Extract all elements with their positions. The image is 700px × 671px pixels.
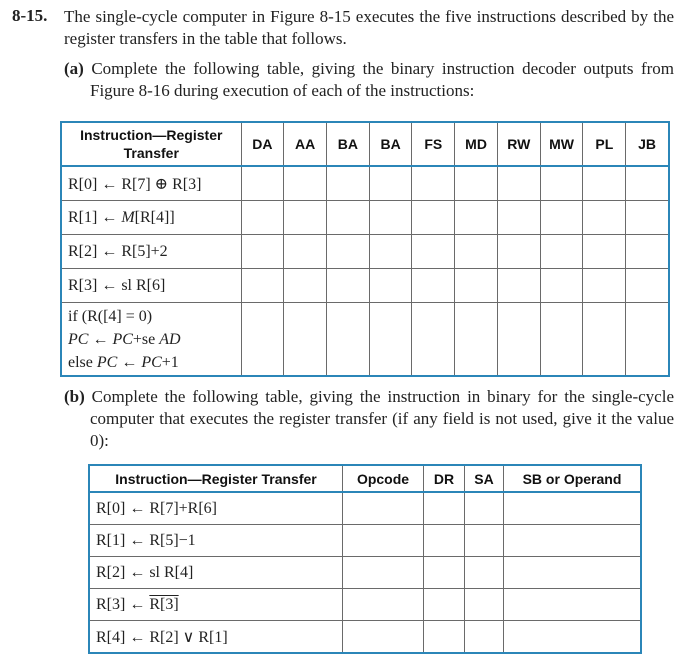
col-header-mw: MW [540, 122, 583, 166]
register-transfer-cell: R[4] ← R[2] ∨ R[1] [89, 621, 343, 654]
table-row [61, 166, 669, 201]
col-header-aa: AA [284, 122, 327, 166]
answer-cell[interactable] [284, 269, 327, 303]
answer-cell[interactable] [327, 166, 370, 201]
table-row [89, 525, 641, 557]
answer-cell[interactable] [455, 166, 498, 201]
table-header-row [89, 465, 641, 492]
register-transfer-cell: R[3] ← sl R[6] [61, 269, 241, 303]
answer-cell[interactable] [583, 303, 626, 377]
answer-cell[interactable] [412, 201, 455, 235]
answer-cell[interactable] [343, 557, 424, 589]
table-row [61, 269, 669, 303]
answer-cell[interactable] [540, 166, 583, 201]
answer-cell[interactable] [369, 201, 412, 235]
answer-cell[interactable] [455, 303, 498, 377]
col-header-fs: FS [412, 122, 455, 166]
table-header-row [61, 122, 669, 166]
answer-cell[interactable] [540, 303, 583, 377]
answer-cell[interactable] [412, 269, 455, 303]
answer-cell[interactable] [369, 303, 412, 377]
answer-cell[interactable] [455, 269, 498, 303]
answer-cell[interactable] [327, 303, 370, 377]
col-header-ba: BA [327, 122, 370, 166]
answer-cell[interactable] [284, 235, 327, 269]
answer-cell[interactable] [497, 166, 540, 201]
complement-operand: R[3] [149, 595, 179, 613]
answer-cell[interactable] [497, 201, 540, 235]
part-a-instructions [64, 58, 674, 102]
header-line2: Transfer [123, 145, 179, 161]
table-row [89, 621, 641, 654]
decoder-output-table [60, 121, 670, 377]
answer-cell[interactable] [626, 269, 669, 303]
col-header-sb-or-operand: SB or Operand [504, 465, 642, 492]
register-transfer-cell: R[0] ← R[7]+R[6] [89, 492, 343, 525]
register-transfer-cell: R[0] ← R[7] ⊕ R[3] [61, 166, 241, 201]
problem-intro: The single-cycle computer in Figure 8-15 executes the five instructions described by the register transfers in the table that follows. [64, 7, 674, 48]
answer-cell[interactable] [424, 621, 465, 654]
answer-cell[interactable] [497, 303, 540, 377]
answer-cell[interactable] [583, 166, 626, 201]
col-header-ba-2: BA [369, 122, 412, 166]
col-header-md: MD [455, 122, 498, 166]
instruction-column-header [61, 122, 241, 166]
table-row-branch [61, 303, 669, 377]
col-header-dr: DR [424, 465, 465, 492]
answer-cell[interactable] [343, 492, 424, 525]
answer-cell[interactable] [504, 557, 642, 589]
answer-cell[interactable] [465, 621, 504, 654]
header-line1: Instruction—Register [80, 127, 223, 143]
answer-cell[interactable] [540, 235, 583, 269]
answer-cell[interactable] [241, 166, 284, 201]
part-b-instructions [64, 386, 674, 452]
answer-cell[interactable] [455, 235, 498, 269]
answer-cell[interactable] [343, 621, 424, 654]
answer-cell[interactable] [504, 525, 642, 557]
answer-cell[interactable] [497, 269, 540, 303]
answer-cell[interactable] [241, 269, 284, 303]
answer-cell[interactable] [412, 235, 455, 269]
register-transfer-cell: R[2] ← sl R[4] [89, 557, 343, 589]
col-header-rw: RW [497, 122, 540, 166]
answer-cell[interactable] [327, 235, 370, 269]
table-row [89, 557, 641, 589]
col-header-opcode: Opcode [343, 465, 424, 492]
answer-cell[interactable] [369, 166, 412, 201]
register-transfer-cell: if (R([4] = 0) PC ← PC+se AD else PC ← PC+1 [61, 303, 241, 377]
answer-cell[interactable] [424, 557, 465, 589]
part-b-label: (b) [64, 387, 85, 406]
instruction-binary-table [88, 464, 642, 654]
col-header-pl: PL [583, 122, 626, 166]
answer-cell[interactable] [504, 589, 642, 621]
part-b-text: Complete the following table, giving the instruction in binary for the single-cycle computer that executes the register transfer (if any field is not used, give it the value 0): [90, 387, 674, 450]
answer-cell[interactable] [583, 269, 626, 303]
answer-cell[interactable] [369, 269, 412, 303]
answer-cell[interactable] [424, 525, 465, 557]
answer-cell[interactable] [626, 303, 669, 377]
answer-cell[interactable] [424, 492, 465, 525]
table-row [89, 589, 641, 621]
part-a-label: (a) [64, 59, 84, 78]
col-header-jb: JB [626, 122, 669, 166]
answer-cell[interactable] [626, 201, 669, 235]
answer-cell[interactable] [465, 525, 504, 557]
answer-cell[interactable] [343, 589, 424, 621]
answer-cell[interactable] [465, 492, 504, 525]
register-transfer-cell: R[1] ← M[R[4]] [61, 201, 241, 235]
answer-cell[interactable] [504, 621, 642, 654]
answer-cell[interactable] [284, 303, 327, 377]
register-transfer-cell: R[1] ← R[5]−1 [89, 525, 343, 557]
answer-cell[interactable] [327, 269, 370, 303]
answer-cell[interactable] [540, 269, 583, 303]
answer-cell[interactable] [504, 492, 642, 525]
col-header-sa: SA [465, 465, 504, 492]
register-transfer-cell: R[2] ← R[5]+2 [61, 235, 241, 269]
answer-cell[interactable] [412, 303, 455, 377]
answer-cell[interactable] [455, 201, 498, 235]
col-header-da: DA [241, 122, 284, 166]
answer-cell[interactable] [424, 589, 465, 621]
answer-cell[interactable] [626, 166, 669, 201]
answer-cell[interactable] [284, 166, 327, 201]
answer-cell[interactable] [497, 235, 540, 269]
answer-cell[interactable] [583, 201, 626, 235]
problem-number: 8-15. [12, 6, 48, 25]
part-a-text: Complete the following table, giving the binary instruction decoder outputs from Figure 8-16 during execution of each of the instructions: [90, 59, 674, 100]
answer-cell[interactable] [241, 235, 284, 269]
answer-cell[interactable] [583, 235, 626, 269]
register-transfer-cell: R[3] ← R[3] [89, 589, 343, 621]
answer-cell[interactable] [540, 201, 583, 235]
answer-cell[interactable] [343, 525, 424, 557]
answer-cell[interactable] [626, 235, 669, 269]
answer-cell[interactable] [465, 557, 504, 589]
answer-cell[interactable] [241, 201, 284, 235]
answer-cell[interactable] [412, 166, 455, 201]
answer-cell[interactable] [327, 201, 370, 235]
answer-cell[interactable] [241, 303, 284, 377]
answer-cell[interactable] [465, 589, 504, 621]
answer-cell[interactable] [369, 235, 412, 269]
answer-cell[interactable] [284, 201, 327, 235]
table-row [89, 492, 641, 525]
col-header-instruction: Instruction—Register Transfer [89, 465, 343, 492]
table-row [61, 235, 669, 269]
table-row [61, 201, 669, 235]
